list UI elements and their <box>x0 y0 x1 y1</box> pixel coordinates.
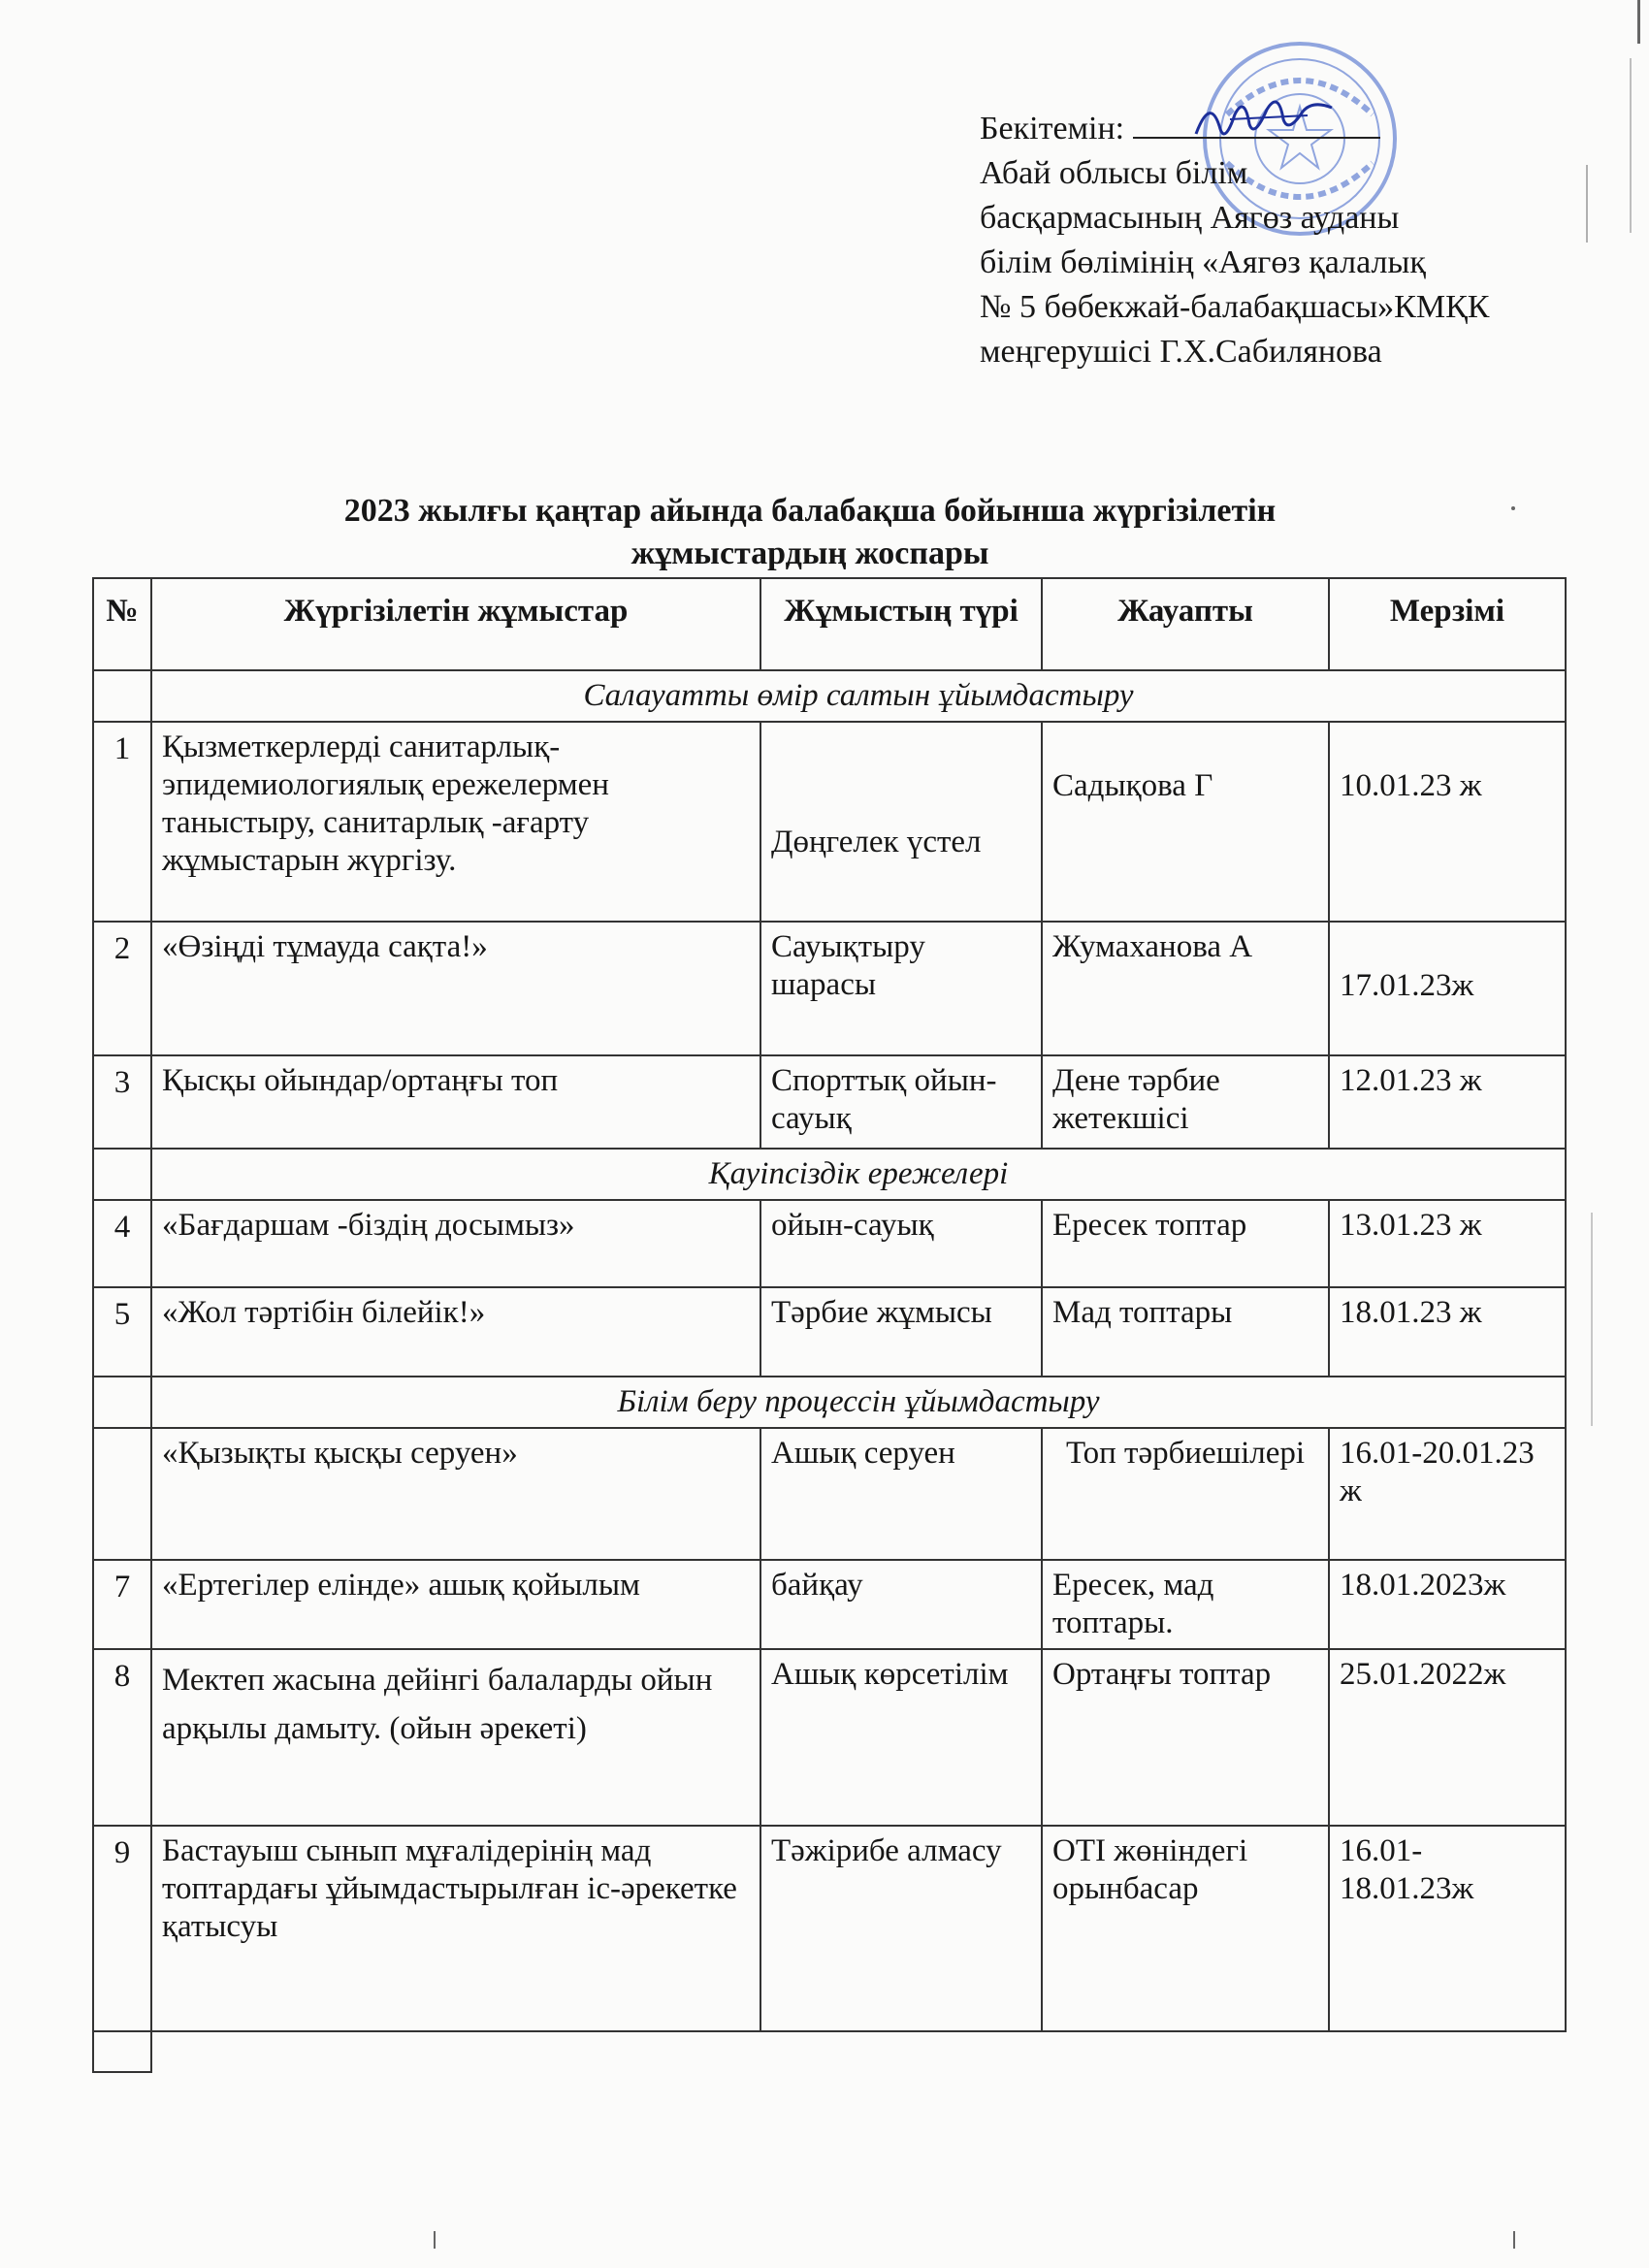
table-row <box>93 722 1566 922</box>
scan-mark <box>434 2231 436 2249</box>
row-work: Бастауыш сынып мұғалідерінің мад топтардағы ұйымдастырылған іс-әрекетке қатысуы <box>151 1826 760 2031</box>
scan-mark <box>1513 2231 1515 2249</box>
signature-icon <box>1191 90 1337 148</box>
empty-cell <box>151 2031 1566 2072</box>
header-type: Жұмыстың түрі <box>760 578 1042 670</box>
row-num: 7 <box>93 1560 151 1649</box>
signature-line <box>1133 108 1380 139</box>
row-deadline-text: 17.01.23ж <box>1340 968 1474 1003</box>
plan-table <box>92 577 1567 2073</box>
section-row <box>93 670 1566 722</box>
section-row <box>93 1149 1566 1200</box>
row-num: 5 <box>93 1287 151 1377</box>
row-work: «Өзіңді тұмауда сақта!» <box>151 922 760 1055</box>
approval-line-1: Абай облысы білім <box>980 155 1248 191</box>
approval-label-line <box>980 107 1600 151</box>
approval-block <box>980 107 1600 374</box>
row-type: Ашық серуен <box>760 1428 1042 1560</box>
section-empty-cell <box>93 1149 151 1200</box>
row-deadline: 16.01-18.01.23ж <box>1329 1826 1566 2031</box>
section-row <box>93 1377 1566 1428</box>
table-row <box>93 1826 1566 2031</box>
row-work: «Қызықты қысқы серуен» <box>151 1428 760 1560</box>
row-type-text: Дөңгелек үстел <box>771 825 982 859</box>
table-row <box>93 1428 1566 1560</box>
row-work: «Ертегілер елінде» ашық қойылым <box>151 1560 760 1649</box>
row-num: 3 <box>93 1055 151 1149</box>
row-responsible: Жумаханова А <box>1042 922 1329 1055</box>
empty-cell <box>93 2031 151 2072</box>
row-work: «Бағдаршам -біздің досымыз» <box>151 1200 760 1287</box>
section-empty-cell <box>93 670 151 722</box>
approval-line-2: басқармасының Аягөз ауданы <box>980 200 1400 236</box>
row-responsible: Ересек, мад топтары. <box>1042 1560 1329 1649</box>
header-deadline: Мерзімі <box>1329 578 1566 670</box>
row-type: ойын-сауық <box>760 1200 1042 1287</box>
row-work: Қысқы ойындар/ортаңғы топ <box>151 1055 760 1149</box>
section-title: Қауіпсіздік ережелері <box>151 1149 1566 1200</box>
table-row-empty <box>93 2031 1566 2072</box>
row-type: Сауықтыру шарасы <box>760 922 1042 1055</box>
title-line-2: жұмыстардың жоспары <box>630 535 989 571</box>
section-title: Білім беру процессін ұйымдастыру <box>151 1377 1566 1428</box>
table-row <box>93 1200 1566 1287</box>
row-work: Қызметкерлерді санитарлық-эпидемиологиялық ережелермен таныстыру, санитарлық -ағарту жұмыстарын жүргізу. <box>151 722 760 922</box>
row-type: байқау <box>760 1560 1042 1649</box>
row-deadline: 18.01.23 ж <box>1329 1287 1566 1377</box>
table-row <box>93 1560 1566 1649</box>
row-responsible: ОТІ жөніндегі орынбасар <box>1042 1826 1329 2031</box>
row-deadline: 16.01-20.01.23 ж <box>1329 1428 1566 1560</box>
row-work: Мектеп жасына дейінгі балаларды ойын арқылы дамыту. (ойын әрекеті) <box>151 1649 760 1826</box>
row-responsible: Топ тәрбиешілері <box>1042 1428 1329 1560</box>
row-type: Спорттық ойын-сауық <box>760 1055 1042 1149</box>
approval-line-4: № 5 бөбекжай-балабақшасы»КМҚК <box>980 289 1490 325</box>
row-type: Тәрбие жұмысы <box>760 1287 1042 1377</box>
row-deadline: 12.01.23 ж <box>1329 1055 1566 1149</box>
table-header-row <box>93 578 1566 670</box>
row-responsible: Ортаңғы топтар <box>1042 1649 1329 1826</box>
approval-label: Бекітемін: <box>980 111 1125 146</box>
header-work: Жүргізілетін жұмыстар <box>151 578 760 670</box>
header-responsible: Жауапты <box>1042 578 1329 670</box>
document-title <box>223 490 1397 575</box>
row-num: 4 <box>93 1200 151 1287</box>
row-type: Тәжірибе алмасу <box>760 1826 1042 2031</box>
header-num: № <box>93 578 151 670</box>
row-work: «Жол тәртібін білейік!» <box>151 1287 760 1377</box>
section-empty-cell <box>93 1377 151 1428</box>
row-num <box>93 1428 151 1560</box>
row-deadline: 25.01.2022ж <box>1329 1649 1566 1826</box>
row-deadline: 10.01.23 ж <box>1329 722 1566 922</box>
row-deadline: 18.01.2023ж <box>1329 1560 1566 1649</box>
row-responsible: Ересек топтар <box>1042 1200 1329 1287</box>
row-num: 8 <box>93 1649 151 1826</box>
row-deadline: 13.01.23 ж <box>1329 1200 1566 1287</box>
row-num: 2 <box>93 922 151 1055</box>
title-line-1: 2023 жылғы қаңтар айында балабақша бойынша жүргізілетін <box>343 493 1277 529</box>
row-deadline <box>1329 922 1566 1055</box>
approval-line-5: меңгерушісі Г.Х.Сабилянова <box>980 334 1382 370</box>
scan-mark <box>1630 58 1632 233</box>
table-row <box>93 1055 1566 1149</box>
row-num: 1 <box>93 722 151 922</box>
section-title: Салауатты өмір салтын ұйымдастыру <box>151 670 1566 722</box>
table-row <box>93 922 1566 1055</box>
row-responsible: Садықова Г <box>1042 722 1329 922</box>
scan-mark <box>1637 0 1640 44</box>
scan-mark <box>1591 1213 1593 1426</box>
table-row <box>93 1287 1566 1377</box>
approval-line-3: білім бөлімінің «Аягөз қалалық <box>980 244 1426 280</box>
row-responsible: Дене тәрбие жетекшісі <box>1042 1055 1329 1149</box>
table-row <box>93 1649 1566 1826</box>
scan-mark <box>1586 165 1588 243</box>
row-type <box>760 722 1042 922</box>
row-type: Ашық көрсетілім <box>760 1649 1042 1826</box>
row-responsible: Мад топтары <box>1042 1287 1329 1377</box>
row-num: 9 <box>93 1826 151 2031</box>
scan-mark <box>1511 506 1515 510</box>
